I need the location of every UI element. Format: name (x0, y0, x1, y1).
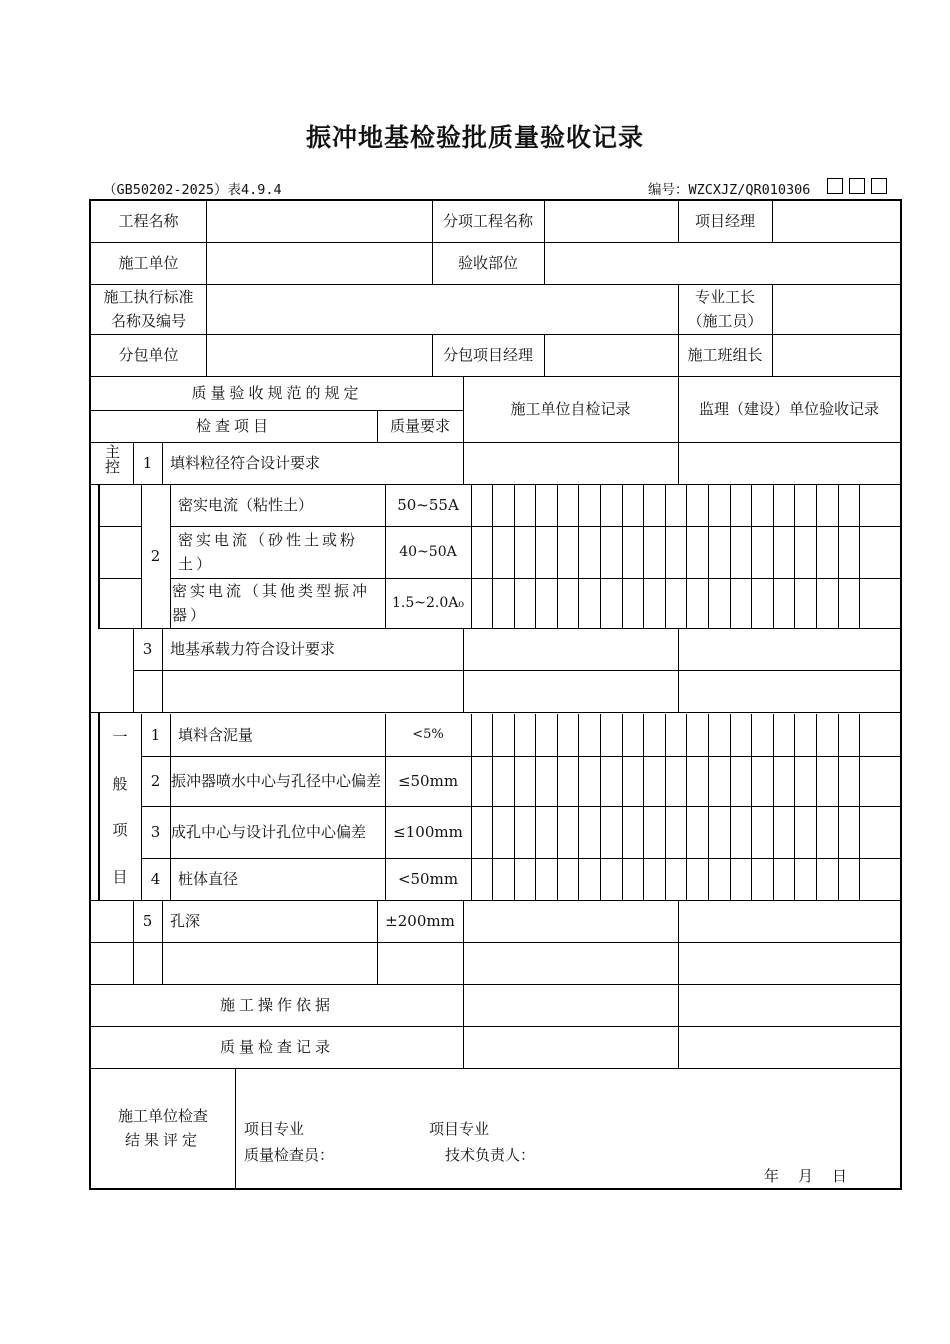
standard-reference: （GB50202-2025）表4.9.4 (103, 182, 282, 198)
label-subcontract-manager: 分包项目经理 (442, 346, 533, 364)
label-project-manager: 项目经理 (694, 212, 755, 230)
grid-vline (514, 484, 515, 629)
grid-vline (622, 484, 623, 629)
grid-vline (643, 484, 644, 629)
grid-hline (98, 578, 142, 579)
grid-vline (678, 900, 679, 985)
serial-number: 编号：WZCXJZ/QR010306 (648, 182, 811, 198)
serial-box-2[interactable] (849, 178, 865, 194)
label-foreman-line1: 专业工长 (694, 288, 755, 306)
grid-vline (859, 484, 860, 629)
grid-vline (471, 484, 472, 629)
evaluation-label-line2: 结果评定 (124, 1131, 201, 1149)
date-field[interactable]: 年 月 日 (764, 1167, 850, 1185)
field-subcontract-manager[interactable] (544, 334, 678, 376)
field-project-name[interactable] (206, 200, 432, 242)
tech-lead-signature (429, 1116, 535, 1168)
operation-basis-self[interactable] (463, 984, 678, 1026)
grid-vline (557, 484, 558, 629)
grid-hline (90, 1188, 902, 1190)
general-item-2-no: 2 (150, 772, 161, 790)
grid-vline (535, 714, 536, 901)
label-foreman (678, 284, 772, 334)
grid-vline (235, 1068, 236, 1189)
general-label-char-2: 般 (112, 774, 128, 793)
quality-record-self[interactable] (463, 1026, 678, 1068)
operation-basis-label: 施工操作依据 (219, 996, 334, 1014)
label-sub-project: 分项工程名称 (442, 212, 533, 230)
tech-lead-line1: 项目专业 (429, 1120, 490, 1138)
grid-vline (751, 484, 752, 629)
grid-vline (535, 484, 536, 629)
general-label-char-1: 一 (112, 728, 128, 747)
general-label-char-4: 目 (112, 867, 128, 886)
field-subcontract-unit[interactable] (206, 334, 432, 376)
grid-vline (492, 714, 493, 901)
field-sub-project[interactable] (544, 200, 678, 242)
supervision-heading: 监理（建设）单位验收记录 (698, 400, 879, 418)
label-subcontract-unit: 分包单位 (118, 346, 179, 364)
main-item-2-sub-1-name: 密实电流（粘性土） (178, 496, 314, 514)
label-standard-line1: 施工执行标准 (103, 288, 194, 306)
grid-vline (794, 484, 795, 629)
grid-vline (730, 714, 731, 901)
page-title: 振冲地基检验批质量验收记录 (305, 123, 644, 152)
general-item-3-no: 3 (150, 823, 161, 841)
general-item-4-name: 桩体直径 (178, 870, 239, 888)
general-item-5-name: 孔深 (170, 912, 201, 930)
grid-hline (98, 526, 142, 527)
inspector-signature (244, 1116, 334, 1168)
grid-vline (678, 442, 679, 485)
grid-vline (492, 484, 493, 629)
inspector-line1: 项目专业 (244, 1120, 305, 1138)
grid-vline (463, 628, 464, 713)
general-item-4-no: 4 (150, 870, 161, 888)
label-acceptance-part: 验收部位 (457, 254, 518, 272)
check-item-heading: 检查项目 (195, 417, 272, 435)
general-item-2-name: 振冲器喷水中心与孔径中心偏差 (171, 772, 382, 790)
grid-vline (463, 442, 464, 485)
evaluation-label (91, 1068, 235, 1188)
main-item-2-sub-3-req: 1.5~2.0A₀ (392, 595, 464, 611)
general-item-4-req: <50mm (397, 870, 459, 888)
main-item-3-name: 地基承载力符合设计要求 (170, 640, 336, 658)
general-item-3-req: ≤100mm (393, 823, 463, 841)
main-item-1-no: 1 (142, 454, 153, 472)
serial-box-1[interactable] (827, 178, 843, 194)
main-item-2-sub-2-name: 密实电流（砂性土或粉土） (178, 531, 359, 573)
label-project-name: 工程名称 (118, 212, 179, 230)
grid-vline (686, 714, 687, 901)
field-team-leader[interactable] (772, 334, 900, 376)
tech-lead-line2: 技术负责人： (445, 1146, 536, 1164)
general-item-1-no: 1 (150, 726, 161, 744)
main-item-2-sub-3-name: 密实电流（其他类型振冲器） (172, 582, 371, 624)
grid-vline (794, 714, 795, 901)
main-item-2-sub-1-req: 50~55A (397, 496, 459, 514)
grid-vline (622, 714, 623, 901)
grid-vline (900, 199, 902, 1190)
label-standard (91, 284, 206, 334)
quality-record-label: 质量检查记录 (219, 1038, 334, 1056)
grid-vline (838, 714, 839, 901)
grid-vline (471, 714, 472, 901)
general-item-3-name: 成孔中心与设计孔位中心偏差 (171, 823, 367, 841)
field-acceptance-part[interactable] (544, 242, 900, 284)
grid-hline (91, 712, 901, 713)
general-label (99, 714, 141, 900)
self-check-heading: 施工单位自检记录 (510, 400, 631, 418)
grid-vline (730, 484, 731, 629)
grid-vline (838, 484, 839, 629)
evaluation-label-line1: 施工单位检查 (117, 1107, 208, 1125)
label-construction-unit: 施工单位 (118, 254, 179, 272)
label-foreman-line2: （施工员） (687, 312, 763, 330)
general-item-1-req: <5% (412, 727, 444, 742)
grid-vline (773, 484, 774, 629)
main-item-1-name: 填料粒径符合设计要求 (170, 454, 321, 472)
grid-vline (665, 484, 666, 629)
grid-vline (816, 714, 817, 901)
grid-vline (600, 484, 601, 629)
label-standard-line2: 名称及编号 (110, 312, 186, 330)
grid-vline (600, 714, 601, 901)
grid-hline (133, 670, 901, 671)
grid-vline (98, 484, 100, 629)
serial-box-3[interactable] (871, 178, 887, 194)
main-item-2-sub-2-req: 40~50A (399, 544, 457, 560)
general-item-1-name: 填料含泥量 (178, 726, 254, 744)
grid-vline (751, 714, 752, 901)
grid-vline (643, 714, 644, 901)
main-item-2-no: 2 (150, 547, 161, 565)
grid-vline (665, 714, 666, 901)
main-control-label: 主控 (103, 444, 121, 474)
grid-vline (686, 484, 687, 629)
grid-vline (578, 714, 579, 901)
general-label-char-3: 项 (112, 821, 128, 840)
label-team-leader: 施工班组长 (687, 346, 763, 364)
grid-vline (816, 484, 817, 629)
grid-vline (578, 484, 579, 629)
spec-heading: 质量验收规范的规定 (191, 384, 363, 402)
field-project-manager[interactable] (772, 200, 900, 242)
general-item-5-no: 5 (142, 912, 153, 930)
quality-record-supervision[interactable] (678, 1026, 900, 1068)
grid-vline (708, 484, 709, 629)
grid-vline (773, 714, 774, 901)
main-item-3-no: 3 (142, 640, 153, 658)
grid-vline (859, 714, 860, 901)
general-item-5-req: ±200mm (385, 912, 455, 930)
grid-vline (708, 714, 709, 901)
grid-vline (557, 714, 558, 901)
grid-vline (678, 628, 679, 713)
operation-basis-supervision[interactable] (678, 984, 900, 1026)
inspector-line2: 质量检查员： (244, 1146, 335, 1164)
grid-vline (514, 714, 515, 901)
field-construction-unit[interactable] (206, 242, 432, 284)
grid-vline (463, 900, 464, 985)
field-standard[interactable] (206, 284, 678, 334)
quality-req-heading: 质量要求 (389, 417, 450, 435)
grid-hline (91, 942, 901, 943)
general-item-2-req: ≤50mm (397, 772, 459, 790)
field-foreman[interactable] (772, 284, 900, 334)
